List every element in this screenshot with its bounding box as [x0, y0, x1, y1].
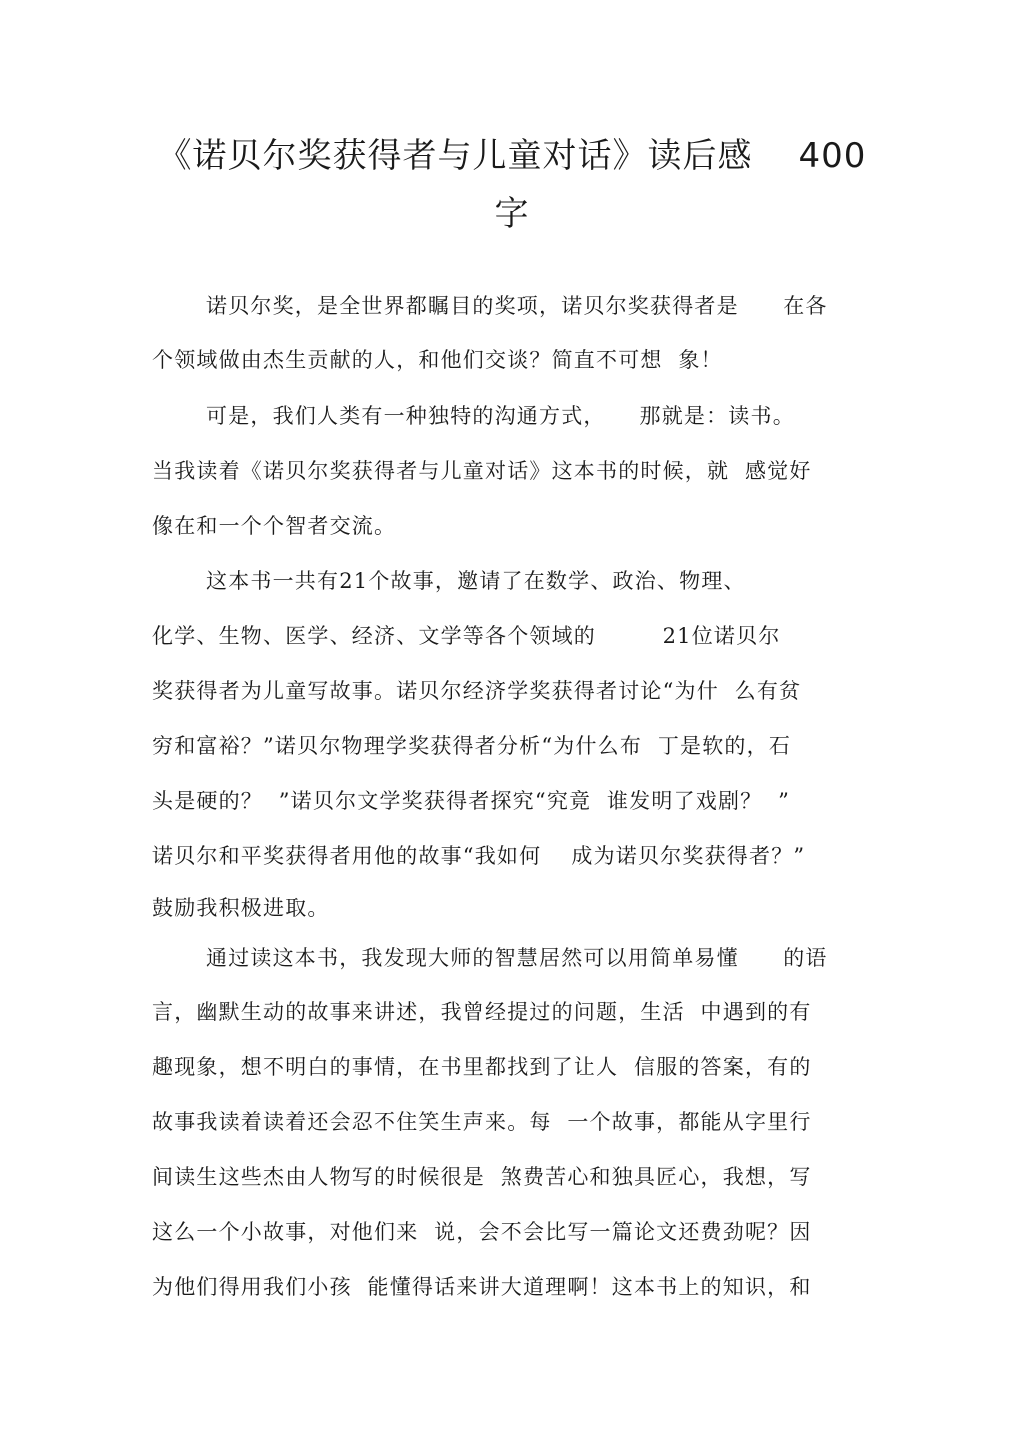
body-line: 通过读这本书，我发现大师的智慧居然可以用简单易懂 的语 — [206, 946, 828, 970]
body-line: 这本书一共有21个故事，邀请了在数学、政治、物理、 — [206, 569, 746, 593]
body-line: 可是，我们人类有一种独特的沟通方式， 那就是：读书。 — [206, 404, 795, 428]
body-line: 为他们得用我们小孩 能懂得话来讲大道理啊！这本书上的知识，和 — [152, 1275, 812, 1299]
body-line: 诺贝尔奖，是全世界都瞩目的奖项，诺贝尔奖获得者是 在各 — [206, 294, 828, 318]
title-number: 400 — [798, 136, 867, 176]
body-line: 诺贝尔和平奖获得者用他的故事“我如何 成为诺贝尔奖获得者？” — [152, 844, 806, 868]
body-line: 间读生这些杰由人物写的时候很是 煞费苦心和独具匠心，我想，写 — [152, 1165, 812, 1189]
body-line: 故事我读着读着还会忍不住笑生声来。每 一个故事，都能从字里行 — [152, 1110, 812, 1134]
title-text: 《诺贝尔奖获得者与儿童对话》读后感 — [157, 136, 753, 176]
body-line: 奖获得者为儿童写故事。诺贝尔经济学奖获得者讨论“为什 么有贫 — [152, 679, 802, 703]
document-title-line-1 — [150, 128, 874, 177]
body-line: 鼓励我积极进取。 — [152, 896, 330, 920]
body-line: 化学、生物、医学、经济、文学等各个领域的 21位诺贝尔 — [152, 624, 781, 648]
body-line: 像在和一个个智者交流。 — [152, 514, 397, 538]
body-line: 这么一个小故事，对他们来 说，会不会比写一篇论文还费劲呢？因 — [152, 1220, 812, 1244]
body-line: 个领域做由杰生贡献的人，和他们交谈？简直不可想 象！ — [152, 348, 723, 372]
body-line: 趣现象，想不明白的事情，在书里都找到了让人 信服的答案，有的 — [152, 1055, 812, 1079]
body-line: 头是硬的？ ”诺贝尔文学奖获得者探究“究竟 谁发明了戏剧？ ” — [152, 789, 791, 813]
body-line: 当我读着《诺贝尔奖获得者与儿童对话》这本书的时候，就 感觉好 — [152, 459, 812, 483]
body-line: 言，幽默生动的故事来讲述，我曾经提过的问题，生活 中遇到的有 — [152, 1000, 812, 1024]
body-line: 穷和富裕？”诺贝尔物理学奖获得者分析“为什么布 丁是软的，石 — [152, 734, 792, 758]
document-title-line-2: 字 — [494, 194, 530, 234]
